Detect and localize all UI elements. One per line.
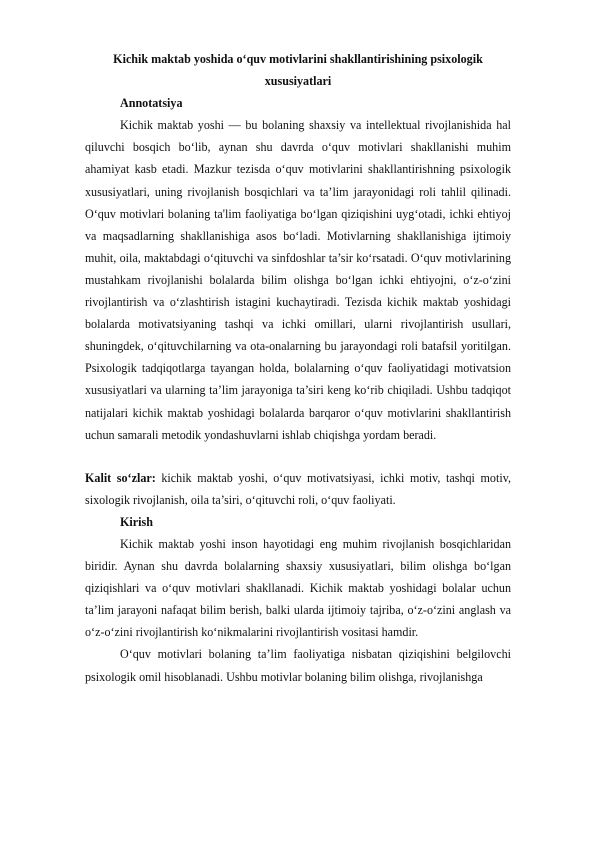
abstract-paragraph: Kichik maktab yoshi — bu bolaning shaxsiy va intellektual rivojlanishida hal qiluvchi bosqich bo‘lib, aynan shu davrda o‘quv motivlari shakllanishi muhim ahamiyat kasb etadi. Mazkur tezisda o‘quv motivlarini shakllantirishning psixologik xususiyatlari, uning rivojlanish bosqichlari va ta’lim jarayonidagi roli tahlil qilinadi. O‘quv motivlari bolaning ta'lim faoliyatiga bo‘lgan qiziqishini uyg‘otadi, ichki ehtiyoj va maqsadlarning shakllanishiga asos bo‘ladi. Motivlarning shakllanishiga ijtimoiy muhit, oila, maktabdagi o‘qituvchi va sinfdoshlar ta’sir ko‘rsatadi. O‘quv motivlarining mustahkam rivojlanishi bolalarda bilim olishga bo‘lgan ichki ehtiyojni, o‘z-o‘zini rivojlantirish va o‘zlashtirish istagini kuchaytiradi. Tezisda kichik maktab yoshidagi bolalarda motivatsiyaning tashqi va ichki omillari, ularni rivojlantirish usullari, shuningdek, o‘qituvchilarning va ota-onalarning bu jarayondagi roli batafsil yoritilgan. Psixologik tadqiqotlarga tayangan holda, bolalarning o‘quv faoliyatidagi motivatsion xususiyatlari va ularning ta’lim jarayoniga ta’siri keng ko‘rib chiqiladi. Ushbu tadqiqot natijalari kichik maktab yoshidagi bolalarda barqaror o‘quv motivlarini shakllantirish uchun samarali metodik yondashuvlarni ishlab chiqishga yordam beradi. [85, 118, 511, 442]
document-body [85, 48, 511, 688]
intro-paragraph-2: O‘quv motivlari bolaning ta’lim faoliyatiga nisbatan qiziqishini belgilovchi psixologik omil hisoblanadi. Ushbu motivlar bolaning bilim olishga, rivojlanishga [85, 647, 511, 684]
keywords-text: kichik maktab yoshi, o‘quv motivatsiyasi, ichki motiv, tashqi motiv, sixologik rivojlanish, oila ta’siri, o‘qituvchi roli, o‘quv faoliyati. [85, 470, 511, 507]
section-spacer [85, 446, 511, 467]
abstract-heading: Annotatsiya [120, 96, 183, 111]
intro-heading: Kirish [120, 514, 153, 529]
keywords-paragraph [85, 467, 511, 511]
document-title: Kichik maktab yoshida o‘quv motivlarini shakllantirishining psixologik xususiyatlari [113, 52, 483, 89]
keywords-label: Kalit so‘zlar: [85, 470, 156, 485]
intro-paragraph-1: Kichik maktab yoshi inson hayotidagi eng muhim rivojlanish bosqichlaridan biridir. Aynan shu davrda bolalarning shaxsiy xususiyatlari, bilim olishga bo‘lgan qiziqishlari va o‘quv motivlari shakllanadi. Kichik maktab yoshidagi bolalar uchun ta’lim jarayoni nafaqat bilim berish, balki ularda ijtimoiy tajriba, o‘z-o‘zini anglash va o‘z-o‘zini rivojlantirish ko‘nikmalarini rivojlantirish vositasi hamdir. [85, 536, 511, 640]
